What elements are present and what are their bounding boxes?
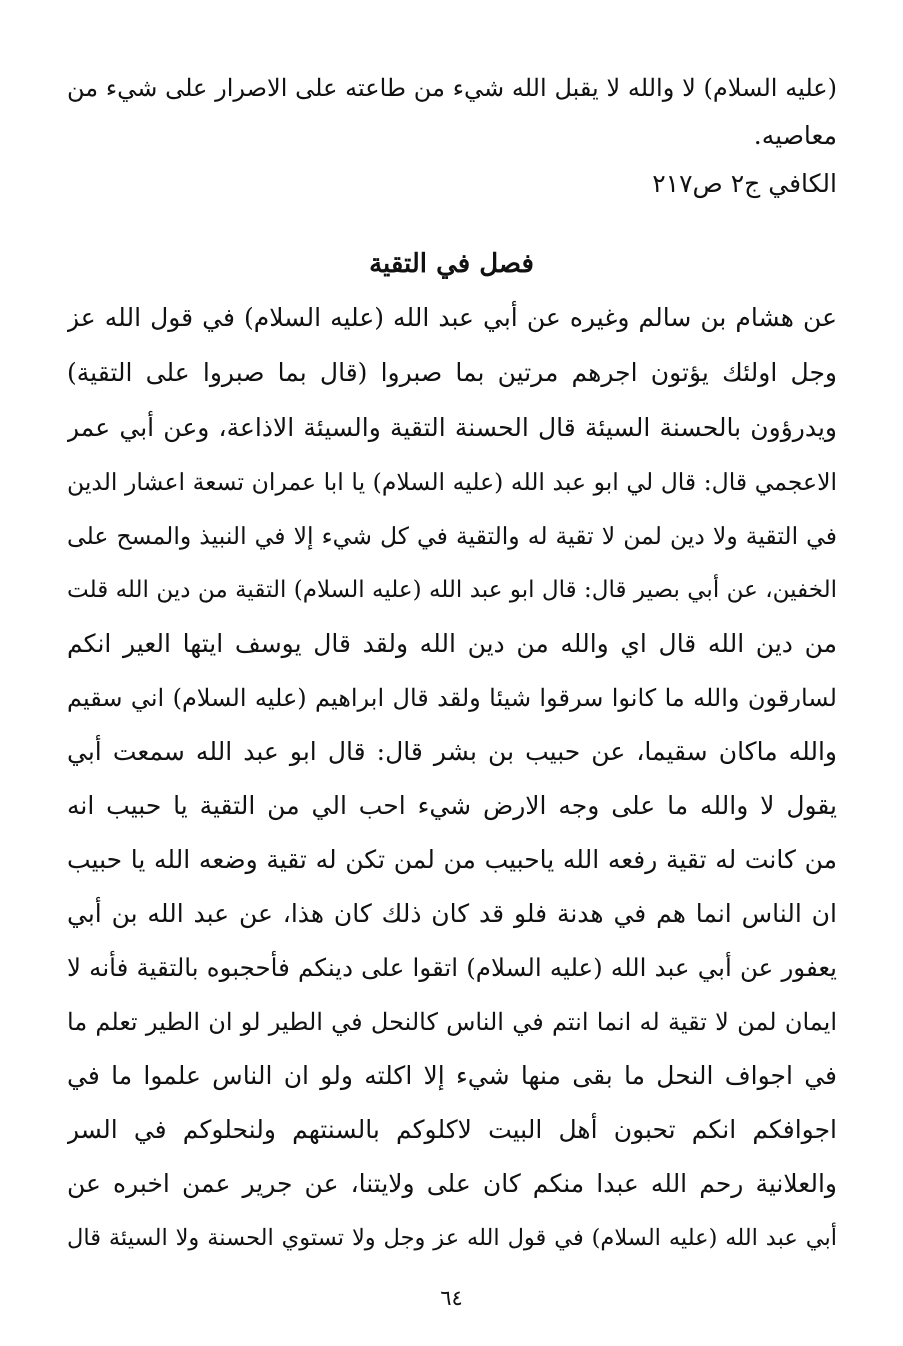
text-line: أبي عبد الله (عليه السلام) في قول الله عز وجل ولا تستوي الحسنة ولا السيئة قال [67, 1225, 837, 1251]
section-title: فصل في التقية [369, 249, 534, 279]
text-line: (عليه السلام) لا والله لا يقبل الله شيء من طاعته على الاصرار على شيء من [67, 74, 837, 102]
text-line: من دين الله قال اي والله من دين الله ولقد قال يوسف ايتها العير انكم [67, 629, 837, 658]
text-line: الخفين، عن أبي بصير قال: قال ابو عبد الله (عليه السلام) التقية من دين الله قلت [67, 577, 837, 603]
text-line: عن هشام بن سالم وغيره عن أبي عبد الله (عليه السلام) في قول الله عز [67, 303, 837, 332]
text-line: في التقية ولا دين لمن لا تقية له والتقية في كل شيء إلا في النبيذ والمسح على [67, 522, 837, 550]
text-line: الاعجمي قال: قال لي ابو عبد الله (عليه السلام) يا ابا عمران تسعة اعشار الدين [67, 468, 837, 496]
text-line: لسارقون والله ما كانوا سرقوا شيئا ولقد قال ابراهيم (عليه السلام) اني سقيم [67, 684, 837, 712]
text-line: ويدرؤون بالحسنة السيئة قال الحسنة التقية والسيئة الاذاعة، وعن أبي عمر [67, 413, 837, 442]
text-line: وجل اولئك يؤتون اجرهم مرتين بما صبروا (قال بما صبروا على التقية) [67, 358, 837, 387]
text-line: ايمان لمن لا تقية له انما انتم في الناس كالنحل في الطير لو ان الطير تعلم ما [67, 1008, 837, 1036]
text-line: والله ماكان سقيما، عن حبيب بن بشر قال: قال ابو عبد الله سمعت أبي [67, 737, 837, 766]
text-line: معاصيه. [753, 121, 837, 150]
text-line: يعفور عن أبي عبد الله (عليه السلام) اتقوا على دينكم فأحجبوه بالتقية فأنه لا [67, 953, 837, 982]
source-reference: الكافي ج٢ ص٢١٧ [652, 169, 837, 198]
text-line: ان الناس انما هم في هدنة فلو قد كان ذلك كان هذا، عن عبد الله بن أبي [67, 899, 837, 928]
text-line: والعلانية رحم الله عبدا منكم كان على ولايتنا، عن جرير عمن اخبره عن [67, 1169, 837, 1198]
text-line: في اجواف النحل ما بقى منها شيء إلا اكلته ولو ان الناس علموا ما في [67, 1061, 837, 1090]
text-line: من كانت له تقية رفعه الله ياحبيب من لمن تكن له تقية وضعه الله يا حبيب [67, 845, 837, 874]
text-line: يقول لا والله ما على وجه الارض شيء احب الي من التقية يا حبيب انه [67, 791, 837, 820]
text-line: اجوافكم انكم تحبون أهل البيت لاكلوكم بالسنتهم ولنحلوكم في السر [67, 1115, 837, 1144]
page-number: ٦٤ [440, 1286, 463, 1310]
